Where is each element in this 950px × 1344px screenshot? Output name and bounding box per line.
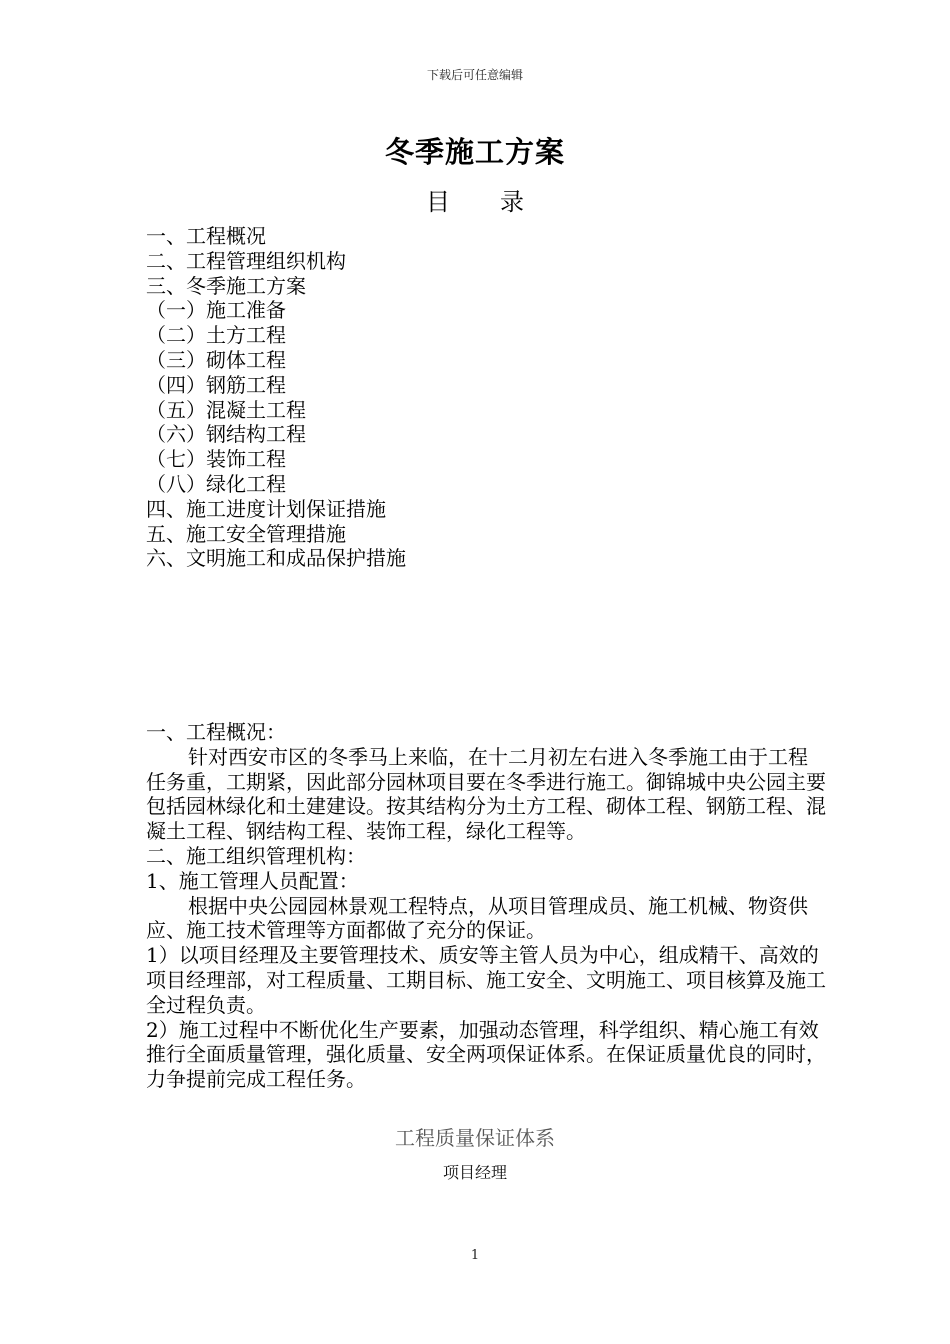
document-title: 冬季施工方案 (384, 135, 565, 169)
table-of-contents (146, 224, 826, 571)
toc-item: （八）绿化工程 (146, 471, 286, 496)
subsection-heading-staffing: 1、施工管理人员配置： (146, 868, 359, 893)
toc-item: （五）混凝土工程 (146, 397, 306, 422)
toc-heading-char-1: 目 (426, 188, 450, 216)
toc-item: 二、工程管理组织机构 (146, 248, 346, 273)
page-header: 下载后可任意编辑 (426, 68, 523, 82)
paragraph-staffing: 根据中央公园园林景观工程特点，从项目管理成员、施工机械、物资供应、施工技术管理等方面都做了充分的保证。 (146, 893, 808, 943)
diagram-title: 工程质量保证体系 (395, 1126, 555, 1150)
page-number: 1 (470, 1248, 480, 1263)
section-heading-organization: 二、施工组织管理机构： (146, 843, 366, 868)
toc-item: （三）砌体工程 (146, 347, 286, 372)
section-heading-overview: 一、工程概况： (146, 720, 286, 744)
toc-item: 三、冬季施工方案 (146, 273, 306, 298)
toc-item: （七）装饰工程 (146, 447, 286, 472)
paragraph-item-1: 1）以项目经理及主要管理技术、质安等主管人员为中心，组成精干、高效的项目经理部，对工程质量、工期目标、施工安全、文明施工、项目核算及施工全过程负责。 (146, 943, 826, 1017)
toc-item: 六、文明施工和成品保护措施 (146, 546, 406, 571)
toc-item: （一）施工准备 (146, 298, 286, 323)
toc-item: （二）土方工程 (146, 323, 286, 348)
toc-heading-char-2: 录 (500, 188, 524, 216)
toc-item: 五、施工安全管理措施 (146, 521, 346, 546)
toc-item: （六）钢结构工程 (146, 422, 306, 447)
paragraph-overview: 针对西安市区的冬季马上来临，在十二月初左右进入冬季施工由于工程任务重，工期紧，因此部分园林项目要在冬季进行施工。御锦城中央公园主要包括园林绿化和土建建设。按其结构分为土方工程、砌体工程、钢筋工程、混凝土工程、钢结构工程、装饰工程，绿化工程等。 (146, 744, 826, 844)
paragraph-item-2: 2）施工过程中不断优化生产要素，加强动态管理，科学组织、精心施工有效推行全面质量管理，强化质量、安全两项保证体系。在保证质量优良的同时，力争提前完成工程任务。 (146, 1017, 826, 1092)
toc-item: 四、施工进度计划保证措施 (146, 496, 386, 521)
toc-item: （四）钢筋工程 (146, 372, 286, 397)
toc-item: 一、工程概况 (146, 224, 266, 248)
document-body (146, 720, 826, 1092)
diagram-node-project-manager: 项目经理 (442, 1163, 507, 1182)
toc-heading (0, 182, 950, 217)
